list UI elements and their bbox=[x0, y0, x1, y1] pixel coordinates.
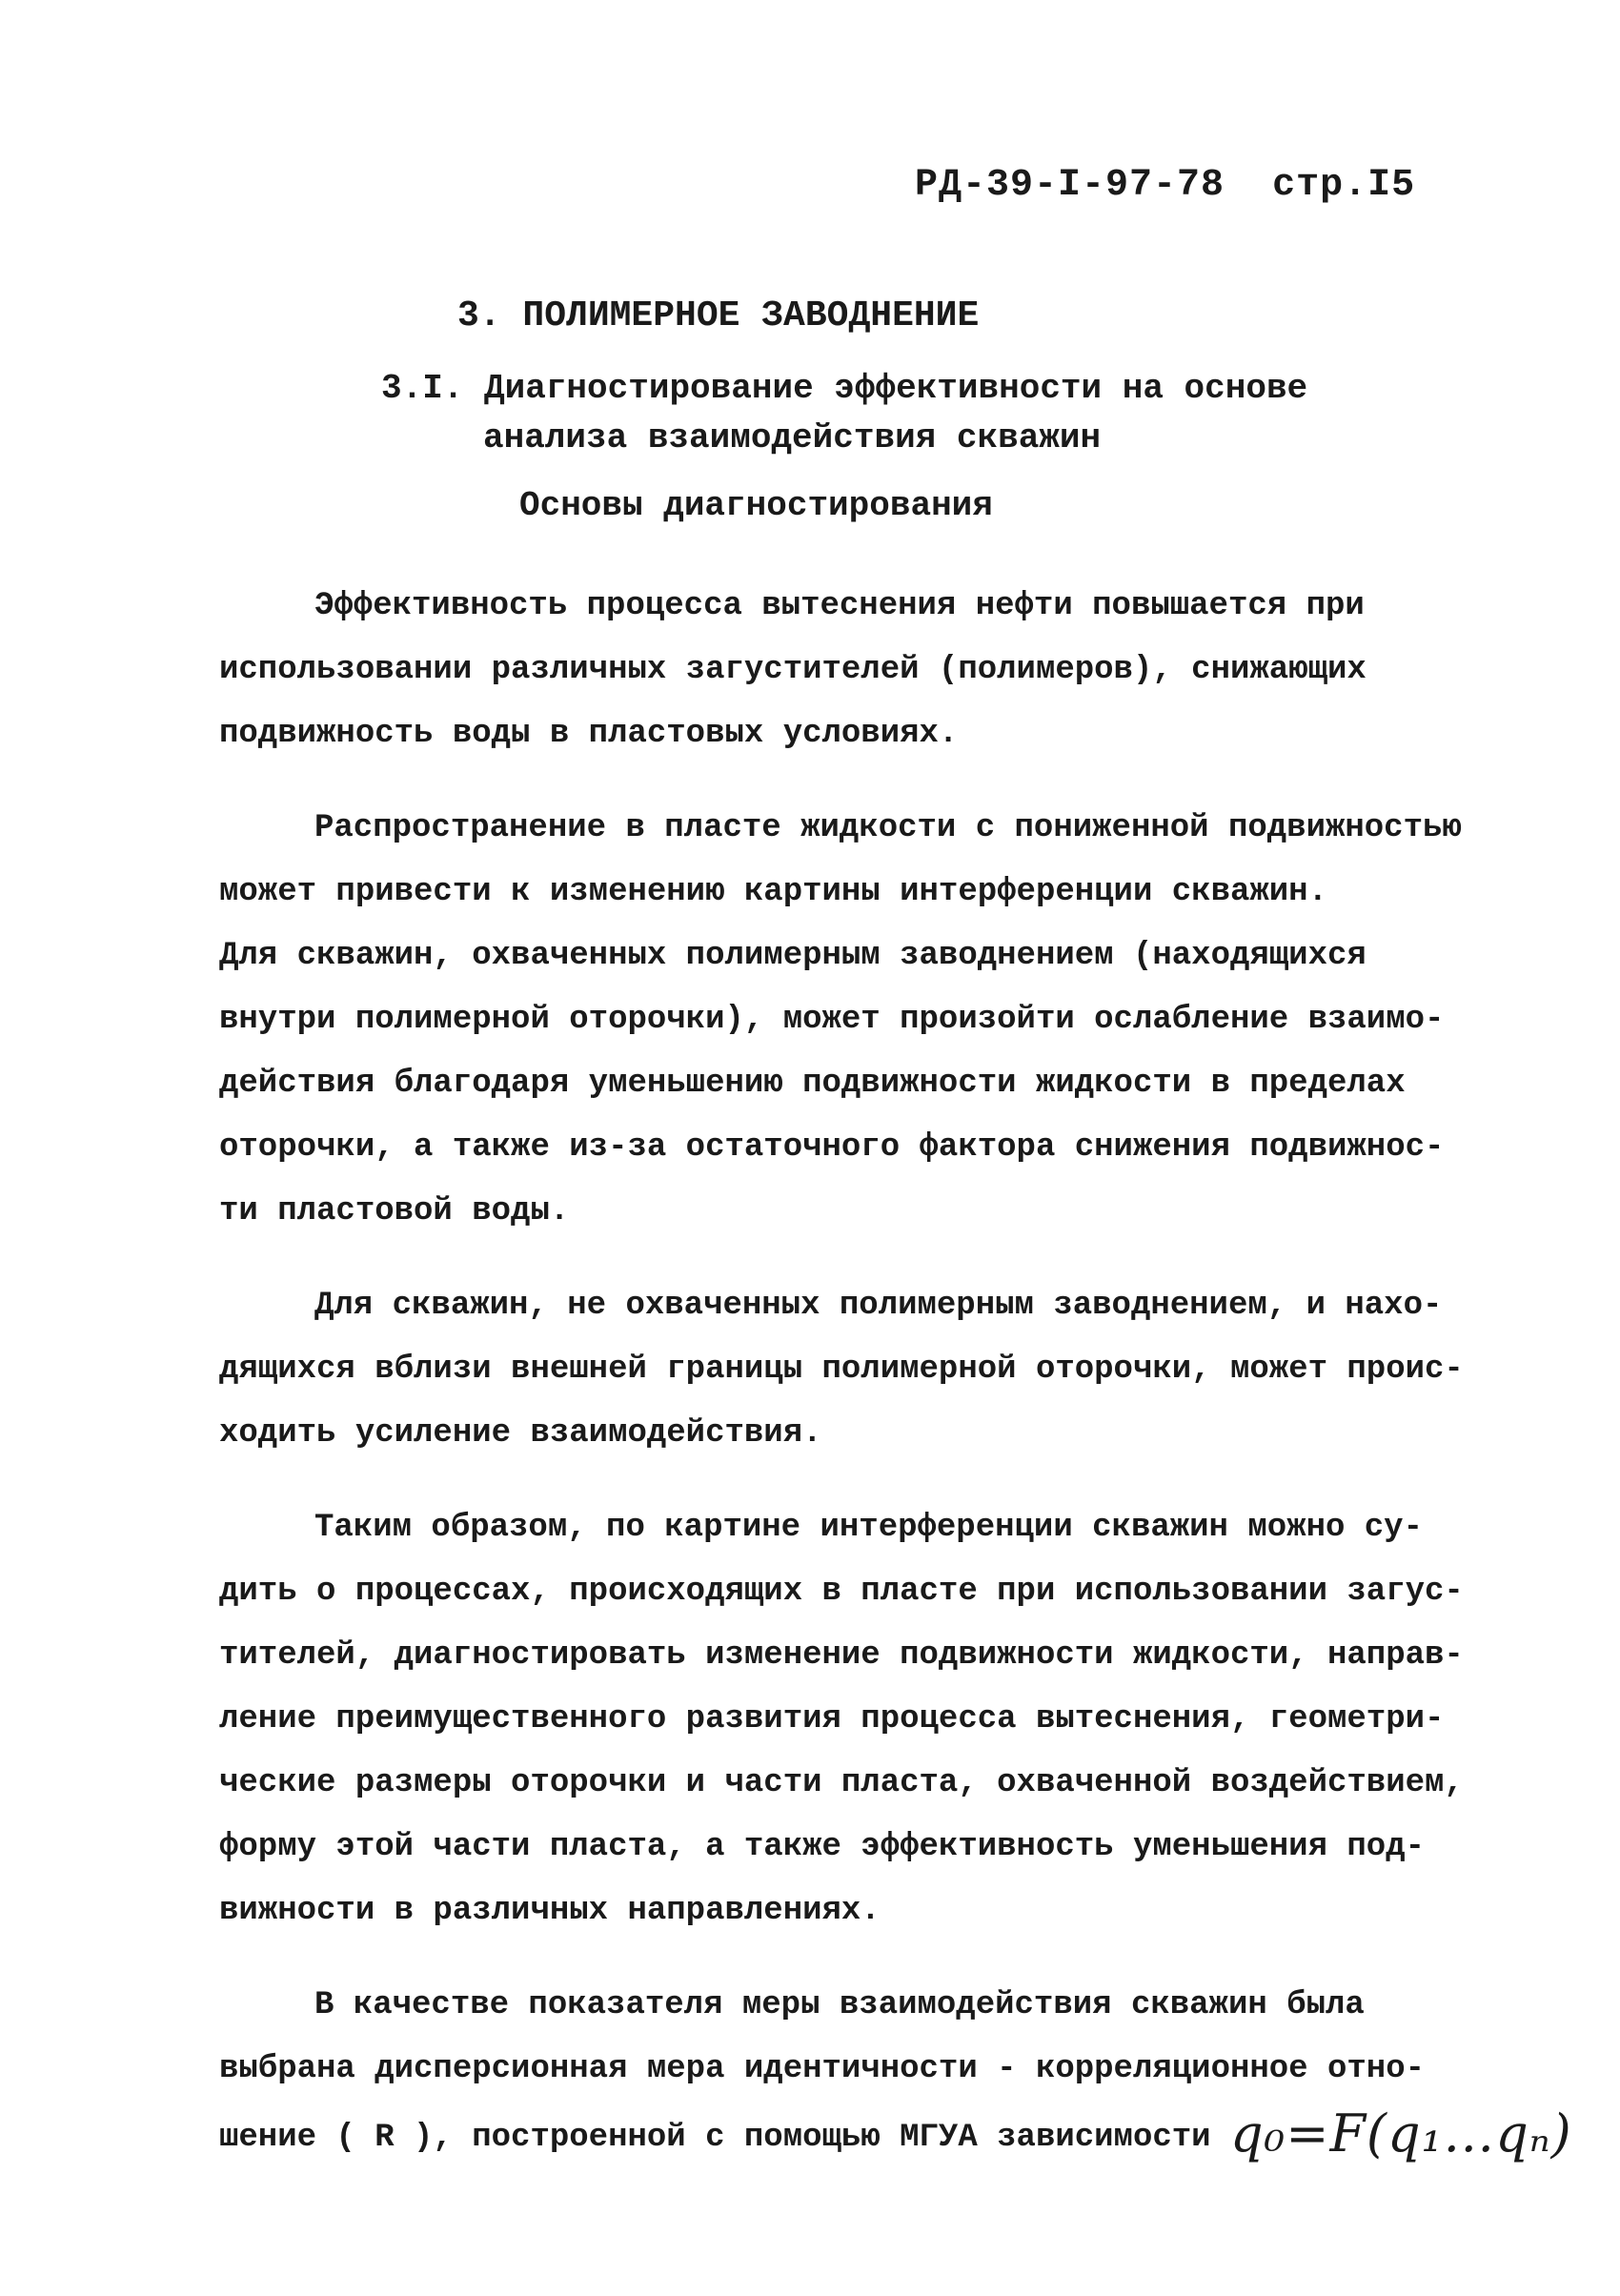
paragraph-2-line: Распространение в пласте жидкости с пониженной подвижностью bbox=[314, 810, 1462, 846]
paragraph-5-line: В качестве показателя меры взаимодействия скважин была bbox=[314, 1987, 1365, 2023]
paragraph-2-line: действия благодаря уменьшению подвижности жидкости в пределах bbox=[219, 1066, 1406, 1102]
paragraph-3-line: ходить усиление взаимодействия. bbox=[219, 1415, 822, 1452]
paragraph-3-line: дящихся вблизи внешней границы полимерной оторочки, может проис- bbox=[219, 1351, 1464, 1388]
document-number: РД-39-I-97-78 bbox=[915, 164, 1225, 207]
paragraph-4-line: ческие размеры оторочки и части пласта, охваченной воздействием, bbox=[219, 1765, 1464, 1801]
body-text bbox=[219, 575, 1572, 2165]
paragraph-2-line: внутри полимерной оторочки), может произойти ослабление взаимо- bbox=[219, 1002, 1445, 1038]
paragraph-4-line: Таким образом, по картине интерференции скважин можно су- bbox=[314, 1510, 1423, 1546]
paragraph-4-line: форму этой части пласта, а также эффективность уменьшения под- bbox=[219, 1829, 1426, 1865]
paragraph-4-line: ление преимущественного развития процесса вытеснения, геометри- bbox=[219, 1701, 1445, 1737]
paragraph-2-line: может привести к изменению картины интерференции скважин. bbox=[219, 874, 1327, 910]
page-header bbox=[915, 164, 1416, 207]
paragraph-5-last-line bbox=[219, 2102, 1572, 2165]
paragraph-4-line: дить о процессах, происходящих в пласте при использовании загус- bbox=[219, 1574, 1464, 1610]
paragraph-5-line-text: шение ( R ), построенной с помощью МГУА зависимости bbox=[219, 2120, 1211, 2156]
dependency-formula: q₀=F(q₁…qₙ) bbox=[1229, 2103, 1572, 2164]
paragraph-4-line: вижности в различных направлениях. bbox=[219, 1893, 881, 1929]
subsection-title-line-2: анализа взаимодействия скважин bbox=[483, 418, 1102, 457]
subsection-title-line-1: 3.I. Диагностирование эффективности на основе bbox=[381, 369, 1308, 408]
paragraph-1-line: подвижность воды в пластовых условиях. bbox=[219, 716, 959, 752]
paragraph-3-line: Для скважин, не охваченных полимерным заводнением, и нахо- bbox=[314, 1288, 1443, 1324]
paragraph-2-line: Для скважин, охваченных полимерным заводнением (находящихся bbox=[219, 938, 1367, 974]
paragraph-2-line: оторочки, а также из-за остаточного фактора снижения подвижнос- bbox=[219, 1129, 1445, 1166]
paragraph-2-line: ти пластовой воды. bbox=[219, 1193, 570, 1229]
paragraph-4-line: тителей, диагностировать изменение подвижности жидкости, направ- bbox=[219, 1637, 1464, 1674]
section-title: 3. ПОЛИМЕРНОЕ ЗАВОДНЕНИЕ bbox=[457, 295, 980, 336]
basics-heading: Основы диагностирования bbox=[519, 486, 993, 525]
paragraph-1-line: Эффективность процесса вытеснения нефти повышается при bbox=[314, 588, 1365, 624]
paragraph-5-line: выбрана дисперсионная мера идентичности - корреляционное отно- bbox=[219, 2051, 1426, 2087]
paragraph-1-line: использовании различных загустителей (полимеров), снижающих bbox=[219, 652, 1367, 688]
page-number: стр.I5 bbox=[1272, 164, 1416, 207]
subsection-title bbox=[381, 364, 1307, 463]
